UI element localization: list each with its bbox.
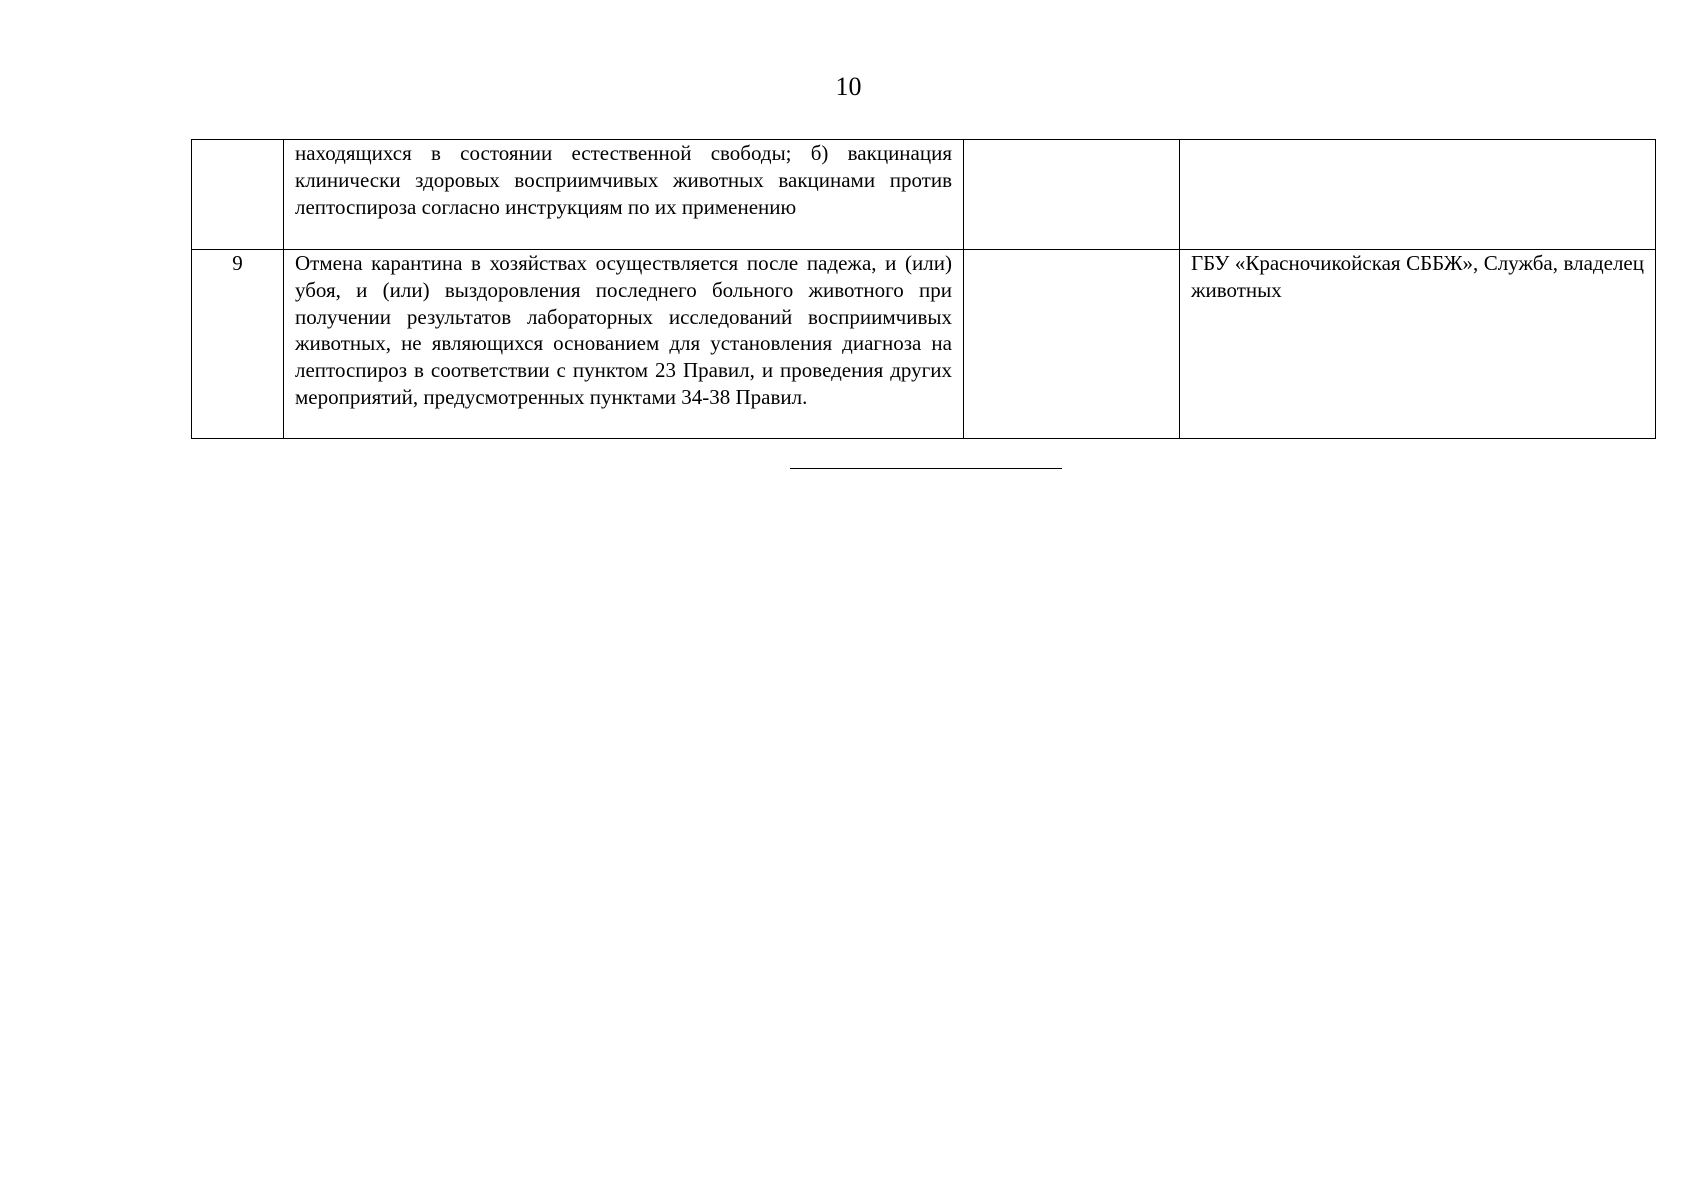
table-row <box>192 250 1656 439</box>
measure-cell: находящихся в состоянии естественной свободы; б) вакцинация клинически здоровых восприимчивых животных вакцинами против лептоспироза согласно инструкциям по их применению <box>284 140 964 250</box>
page-number: 10 <box>835 72 862 101</box>
responsible-cell <box>1180 140 1656 250</box>
deadline-cell <box>964 250 1180 439</box>
responsible-cell: ГБУ «Красночикойская СББЖ», Служба, владелец животных <box>1180 250 1656 439</box>
row-number-cell: 9 <box>192 250 284 439</box>
deadline-cell <box>964 140 1180 250</box>
measures-table <box>191 139 1656 439</box>
measure-cell: Отмена карантина в хозяйствах осуществляется после падежа, и (или) убоя, и (или) выздоровления последнего больного животного при получении результатов лабораторных исследований восприимчивых животных, не являющихся основанием для установления диагноза на лептоспироз в соответствии с пунктом 23 Правил, и проведения других мероприятий, предусмотренных пунктами 34-38 Правил. <box>284 250 964 439</box>
row-number-cell <box>192 140 284 250</box>
table-row <box>192 140 1656 250</box>
end-divider <box>790 468 1062 469</box>
